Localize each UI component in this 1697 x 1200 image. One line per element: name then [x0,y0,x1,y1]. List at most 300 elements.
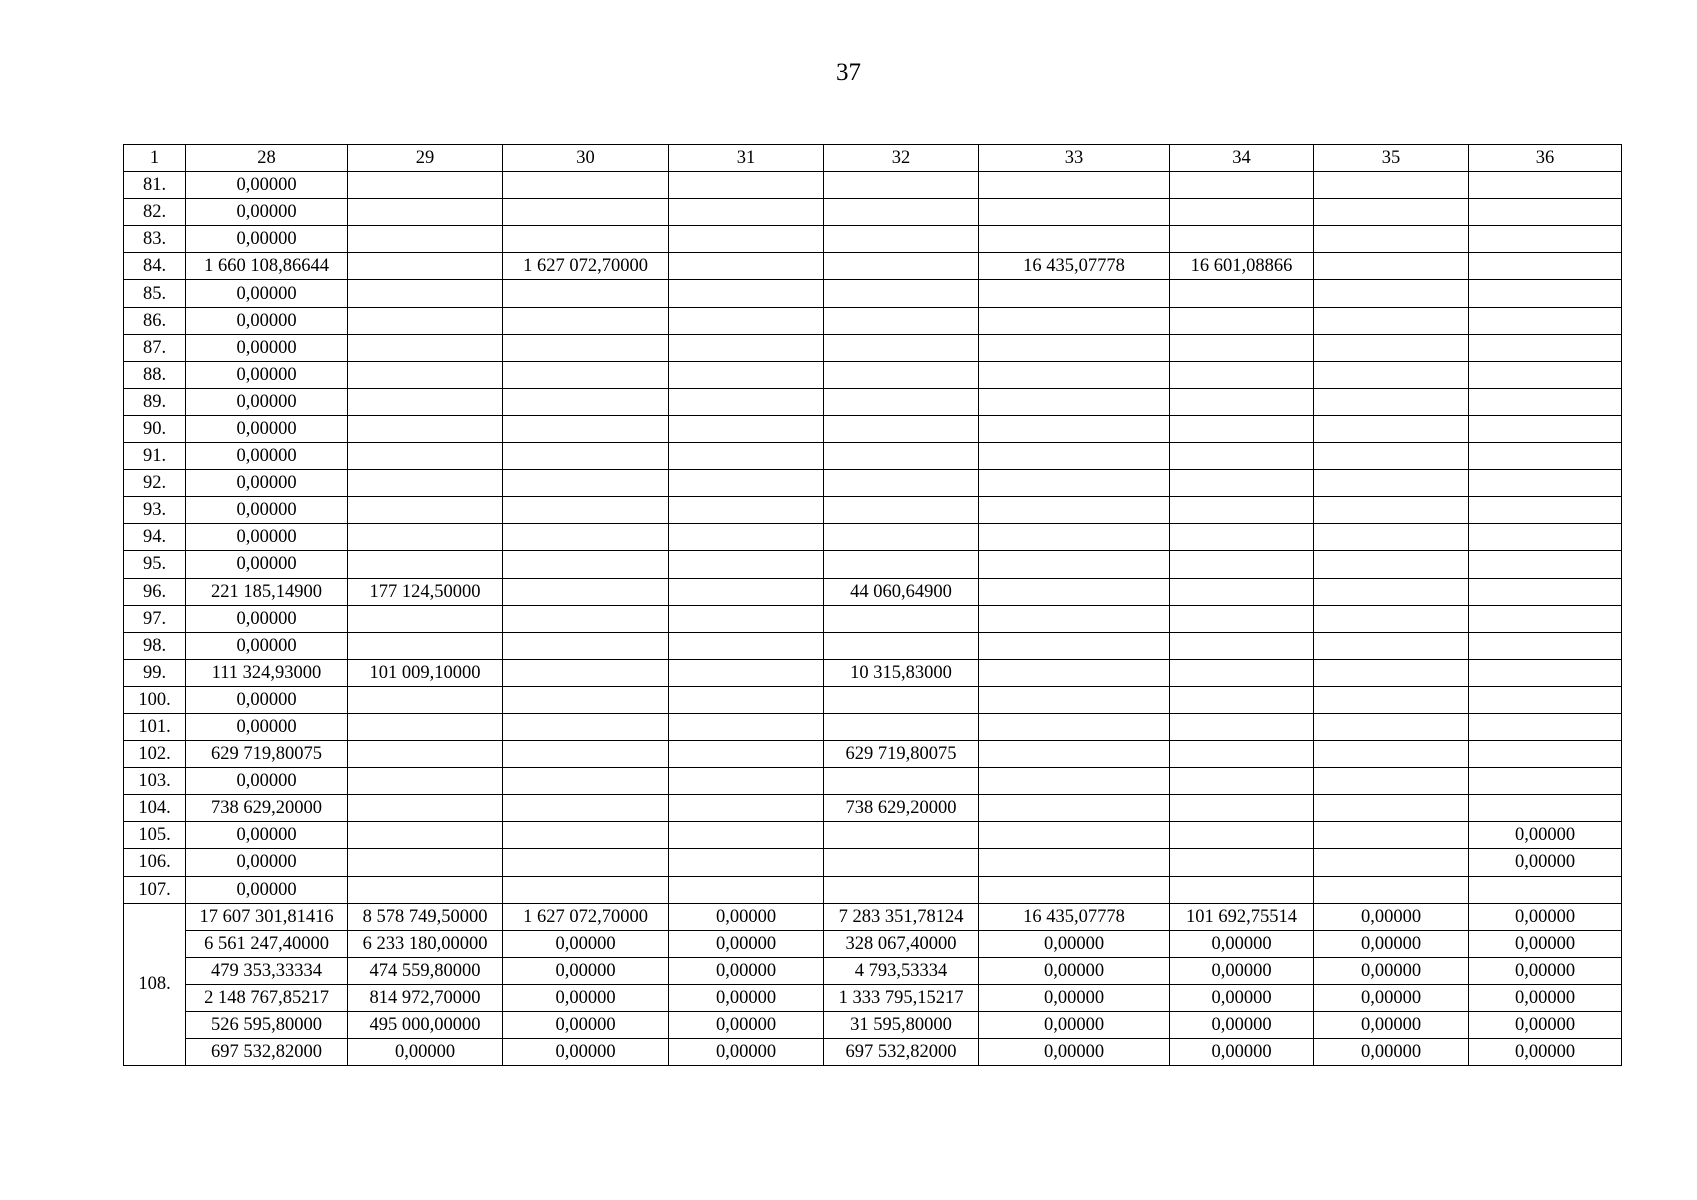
row-number-cell: 82. [124,199,186,226]
total-cell: 697 532,82000 [186,1039,348,1066]
table-cell [1469,632,1622,659]
table-cell: 0,00000 [1469,849,1622,876]
total-cell: 0,00000 [503,1012,669,1039]
total-cell: 2 148 767,85217 [186,984,348,1011]
table-cell [979,280,1170,307]
table-cell: 738 629,20000 [824,795,979,822]
total-cell: 0,00000 [669,930,824,957]
table-cell [1469,876,1622,903]
table-cell: 0,00000 [186,605,348,632]
total-cell: 0,00000 [1314,984,1469,1011]
table-cell [669,497,824,524]
table-cell [979,849,1170,876]
row-number-cell: 86. [124,307,186,334]
total-cell: 0,00000 [1170,1039,1314,1066]
table-cell [1469,768,1622,795]
table-cell [1314,388,1469,415]
table-cell [1314,876,1469,903]
table-cell: 0,00000 [186,768,348,795]
table-row [124,334,1622,361]
table-cell [1469,524,1622,551]
table-cell [824,876,979,903]
table-cell: 0,00000 [186,334,348,361]
table-row [124,253,1622,280]
table-cell [979,334,1170,361]
table-row [124,822,1622,849]
total-cell: 1 627 072,70000 [503,903,669,930]
table-cell [824,226,979,253]
total-cell: 4 793,53334 [824,957,979,984]
table-row [124,524,1622,551]
table-cell [669,713,824,740]
table-cell [1469,551,1622,578]
table-cell [979,795,1170,822]
table-cell [1469,659,1622,686]
table-cell [503,849,669,876]
table-cell [669,307,824,334]
table-cell [669,443,824,470]
row-number-cell: 96. [124,578,186,605]
table-cell [824,497,979,524]
table-cell [503,524,669,551]
table-row [124,226,1622,253]
table-cell [824,415,979,442]
total-cell: 0,00000 [503,1039,669,1066]
total-cell: 6 233 180,00000 [348,930,503,957]
table-cell [1170,578,1314,605]
table-cell [824,524,979,551]
total-cell: 0,00000 [979,957,1170,984]
table-cell [348,605,503,632]
table-cell [1314,822,1469,849]
table-row [124,686,1622,713]
table-cell [1170,686,1314,713]
table-row [124,713,1622,740]
table-cell [1170,443,1314,470]
table-cell [979,822,1170,849]
table-cell [824,768,979,795]
table-cell [1170,388,1314,415]
total-cell: 0,00000 [1170,1012,1314,1039]
table-cell [503,497,669,524]
table-cell [979,713,1170,740]
table-cell [1314,361,1469,388]
table-cell [1170,768,1314,795]
table-cell [1170,280,1314,307]
table-row [124,443,1622,470]
table-row [124,361,1622,388]
table-cell [669,524,824,551]
total-cell: 0,00000 [979,930,1170,957]
table-cell: 0,00000 [186,470,348,497]
table-cell: 221 185,14900 [186,578,348,605]
table-cell [1314,524,1469,551]
table-cell [1314,632,1469,659]
total-cell: 0,00000 [1314,930,1469,957]
table-row [124,632,1622,659]
total-cell: 0,00000 [669,984,824,1011]
total-cell: 0,00000 [1314,1039,1469,1066]
table-row [124,388,1622,415]
table-cell: 0,00000 [186,524,348,551]
table-cell [1314,415,1469,442]
row-number-cell: 102. [124,741,186,768]
table-cell: 0,00000 [1469,822,1622,849]
table-cell [1469,334,1622,361]
table-cell [1314,551,1469,578]
table-cell [979,578,1170,605]
column-header: 33 [979,145,1170,172]
table-cell [503,768,669,795]
row-number-cell: 88. [124,361,186,388]
table-cell [348,713,503,740]
column-header: 34 [1170,145,1314,172]
table-cell [979,199,1170,226]
table-cell [348,632,503,659]
table-cell [979,415,1170,442]
total-cell: 0,00000 [669,957,824,984]
total-cell: 101 692,75514 [1170,903,1314,930]
table-cell [1170,226,1314,253]
table-cell [979,361,1170,388]
table-cell [824,199,979,226]
table-cell [1469,307,1622,334]
table-cell: 0,00000 [186,443,348,470]
column-header: 1 [124,145,186,172]
table-cell: 1 627 072,70000 [503,253,669,280]
table-cell [669,659,824,686]
table-cell: 16 601,08866 [1170,253,1314,280]
data-table [123,144,1622,1066]
table-cell [979,551,1170,578]
table-cell [348,361,503,388]
column-header: 31 [669,145,824,172]
table-cell [1170,659,1314,686]
table-cell [824,632,979,659]
table-cell [503,876,669,903]
table-row [124,307,1622,334]
total-cell: 0,00000 [979,1039,1170,1066]
table-row [124,415,1622,442]
row-number-cell: 84. [124,253,186,280]
table-row [124,605,1622,632]
table-cell [979,876,1170,903]
table-cell [979,741,1170,768]
table-cell [1314,307,1469,334]
page-number: 37 [836,59,861,86]
table-cell [669,822,824,849]
table-cell [824,443,979,470]
table-cell [1314,280,1469,307]
table-cell: 0,00000 [186,849,348,876]
table-cell [1469,605,1622,632]
table-cell: 0,00000 [186,361,348,388]
total-cell: 17 607 301,81416 [186,903,348,930]
table-cell: 0,00000 [186,226,348,253]
total-row [124,957,1622,984]
total-cell: 0,00000 [1314,903,1469,930]
row-number-cell: 83. [124,226,186,253]
table-cell [503,172,669,199]
table-cell [1314,443,1469,470]
table-cell: 111 324,93000 [186,659,348,686]
total-row [124,903,1622,930]
table-cell [669,876,824,903]
total-cell: 8 578 749,50000 [348,903,503,930]
table-cell [1469,497,1622,524]
table-cell [669,253,824,280]
table-cell [348,280,503,307]
column-header: 28 [186,145,348,172]
table-cell: 629 719,80075 [824,741,979,768]
total-cell: 0,00000 [669,1012,824,1039]
row-number-cell: 91. [124,443,186,470]
table-cell [1314,226,1469,253]
row-number-cell: 107. [124,876,186,903]
total-row [124,1039,1622,1066]
table-cell: 10 315,83000 [824,659,979,686]
table-cell [979,443,1170,470]
table-cell [503,795,669,822]
total-row [124,930,1622,957]
table-cell [1170,822,1314,849]
table-cell: 0,00000 [186,172,348,199]
table-cell [979,470,1170,497]
table-cell [1469,443,1622,470]
table-cell [1170,741,1314,768]
table-cell [1469,686,1622,713]
table-cell [503,226,669,253]
total-cell: 7 283 351,78124 [824,903,979,930]
table-cell [669,849,824,876]
table-cell [669,605,824,632]
total-cell: 0,00000 [1469,957,1622,984]
table-cell [348,551,503,578]
column-header: 29 [348,145,503,172]
table-cell [824,172,979,199]
table-cell [979,524,1170,551]
table-cell [1469,578,1622,605]
table-cell: 0,00000 [186,632,348,659]
table-cell [669,226,824,253]
table-row [124,849,1622,876]
table-row [124,280,1622,307]
table-cell [503,632,669,659]
table-cell [1314,470,1469,497]
table-cell: 101 009,10000 [348,659,503,686]
table-cell: 0,00000 [186,307,348,334]
table-row [124,741,1622,768]
table-cell [503,199,669,226]
table-cell [503,659,669,686]
row-number-cell: 104. [124,795,186,822]
table-cell [979,768,1170,795]
table-cell [1314,578,1469,605]
table-row [124,497,1622,524]
total-cell: 0,00000 [1469,1039,1622,1066]
table-cell [1469,172,1622,199]
table-row [124,659,1622,686]
table-cell [503,443,669,470]
table-cell: 0,00000 [186,551,348,578]
table-cell [979,632,1170,659]
total-cell: 0,00000 [503,984,669,1011]
table-cell [503,578,669,605]
table-cell: 0,00000 [186,497,348,524]
table-cell [669,632,824,659]
total-cell: 0,00000 [1170,957,1314,984]
table-row [124,551,1622,578]
table-cell [1469,713,1622,740]
table-cell [1170,470,1314,497]
column-header: 30 [503,145,669,172]
total-cell: 1 333 795,15217 [824,984,979,1011]
total-cell: 0,00000 [1469,984,1622,1011]
table-cell [503,822,669,849]
total-cell: 0,00000 [1469,1012,1622,1039]
table-cell [1170,334,1314,361]
total-cell: 0,00000 [979,984,1170,1011]
column-header: 36 [1469,145,1622,172]
table-cell [824,388,979,415]
table-row [124,876,1622,903]
table-cell [348,415,503,442]
table-cell [824,334,979,361]
table-cell [1170,361,1314,388]
table-cell [348,388,503,415]
table-cell [348,849,503,876]
table-cell [503,307,669,334]
table-row [124,470,1622,497]
table-cell [669,741,824,768]
table-cell: 0,00000 [186,415,348,442]
table-cell [348,443,503,470]
table-cell [503,334,669,361]
table-cell [1469,361,1622,388]
row-number-cell: 100. [124,686,186,713]
total-cell: 0,00000 [979,1012,1170,1039]
table-header-row [124,145,1622,172]
table-cell [669,361,824,388]
table-cell [1170,849,1314,876]
table-cell [1170,524,1314,551]
table-cell [824,280,979,307]
row-number-cell: 90. [124,415,186,442]
table-cell [669,388,824,415]
table-cell: 44 060,64900 [824,578,979,605]
total-cell: 0,00000 [1170,984,1314,1011]
table-cell [669,334,824,361]
table-cell [348,741,503,768]
row-number-cell: 105. [124,822,186,849]
table-cell [1314,605,1469,632]
total-cell: 0,00000 [669,903,824,930]
table-cell [669,795,824,822]
table-cell [503,741,669,768]
table-cell [1469,280,1622,307]
table-cell [1314,768,1469,795]
table-cell [1314,741,1469,768]
table-cell [348,497,503,524]
table-cell [1314,199,1469,226]
table-cell [503,605,669,632]
table-cell [1314,686,1469,713]
total-cell: 0,00000 [348,1039,503,1066]
table-cell [979,659,1170,686]
total-cell: 16 435,07778 [979,903,1170,930]
table-cell [669,172,824,199]
table-cell [348,768,503,795]
table-cell: 0,00000 [186,822,348,849]
table-cell: 177 124,50000 [348,578,503,605]
table-cell [1170,713,1314,740]
table-cell [348,199,503,226]
table-cell [979,226,1170,253]
total-cell: 0,00000 [1314,1012,1469,1039]
row-number-cell: 101. [124,713,186,740]
total-cell: 0,00000 [669,1039,824,1066]
total-cell: 0,00000 [1170,930,1314,957]
table-row [124,795,1622,822]
table-cell [669,199,824,226]
table-cell [348,822,503,849]
table-cell [979,172,1170,199]
table-cell [824,253,979,280]
row-number-cell: 97. [124,605,186,632]
row-number-cell: 87. [124,334,186,361]
total-cell: 474 559,80000 [348,957,503,984]
row-number-cell: 103. [124,768,186,795]
table-cell [1469,226,1622,253]
table-cell [1314,713,1469,740]
table-cell: 0,00000 [186,199,348,226]
total-cell: 814 972,70000 [348,984,503,1011]
table-row [124,199,1622,226]
table-cell [1314,497,1469,524]
table-cell [824,551,979,578]
table-cell [1170,632,1314,659]
table-cell: 0,00000 [186,876,348,903]
total-row [124,984,1622,1011]
table-cell [1170,795,1314,822]
table-cell [1314,334,1469,361]
table-cell [1469,470,1622,497]
table-cell [503,713,669,740]
table-cell [824,713,979,740]
table-cell [1170,551,1314,578]
table-cell [1170,605,1314,632]
table-cell [1314,659,1469,686]
table-cell [1314,253,1469,280]
row-number-cell: 92. [124,470,186,497]
table-cell [824,849,979,876]
table-cell [1469,741,1622,768]
table-cell [669,551,824,578]
table-cell [348,470,503,497]
total-cell: 328 067,40000 [824,930,979,957]
table-cell [669,768,824,795]
table-cell [1170,415,1314,442]
table-cell [348,876,503,903]
table-cell [979,388,1170,415]
table-cell [503,470,669,497]
table-cell [1170,199,1314,226]
table-cell [1314,172,1469,199]
total-row [124,1012,1622,1039]
total-cell: 0,00000 [503,957,669,984]
table-cell: 738 629,20000 [186,795,348,822]
table-cell [979,686,1170,713]
